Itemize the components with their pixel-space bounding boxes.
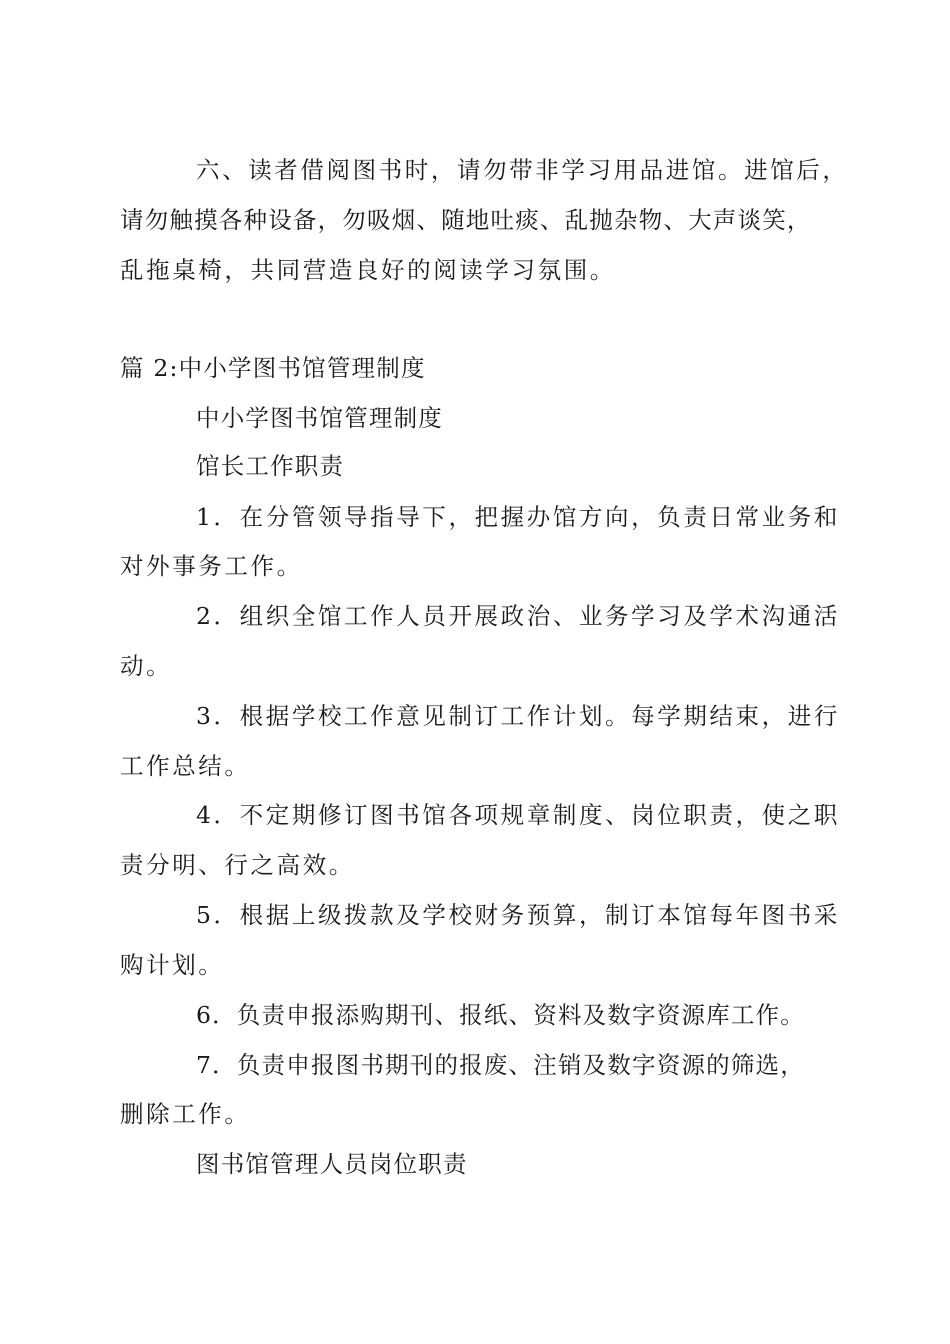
item-2-line-2: 动。 xyxy=(120,652,173,680)
item-1-line-1: 1．在分管领导指导下，把握办馆方向，负责日常业务和 xyxy=(196,503,840,531)
subsection-title-staff: 图书馆管理人员岗位职责 xyxy=(196,1150,468,1178)
item-4-line-1: 4．不定期修订图书馆各项规章制度、岗位职责，使之职 xyxy=(196,801,840,829)
item-6-line-1: 6．负责申报添购期刊、报纸、资料及数字资源库工作。 xyxy=(196,1001,805,1029)
item-1-line-2: 对外事务工作。 xyxy=(120,552,303,580)
item-5-line-2: 购计划。 xyxy=(120,951,225,979)
document-title: 中小学图书馆管理制度 xyxy=(196,404,443,432)
item-7-line-1: 7．负责申报图书期刊的报废、注销及数字资源的筛选， xyxy=(196,1051,805,1079)
section-heading: 篇 2:中小学图书馆管理制度 xyxy=(120,354,426,382)
item-3-line-2: 工作总结。 xyxy=(120,752,251,780)
paragraph-6-line-2: 请勿触摸各种设备，勿吸烟、随地吐痰、乱抛杂物、大声谈笑， xyxy=(120,206,812,234)
item-3-line-1: 3．根据学校工作意见制订工作计划。每学期结束，进行 xyxy=(196,702,840,730)
subsection-title-director: 馆长工作职责 xyxy=(196,452,345,480)
item-5-line-1: 5．根据上级拨款及学校财务预算，制订本馆每年图书采 xyxy=(196,901,840,929)
item-2-line-1: 2．组织全馆工作人员开展政治、业务学习及学术沟通活 xyxy=(196,602,840,630)
paragraph-6-line-3: 乱拖桌椅，共同营造良好的阅读学习氛围。 xyxy=(120,256,616,284)
item-4-line-2: 责分明、行之高效。 xyxy=(120,851,355,879)
paragraph-6-line-1: 六、读者借阅图书时，请勿带非学习用品进馆。进馆后， xyxy=(196,156,849,184)
item-7-line-2: 删除工作。 xyxy=(120,1100,251,1128)
